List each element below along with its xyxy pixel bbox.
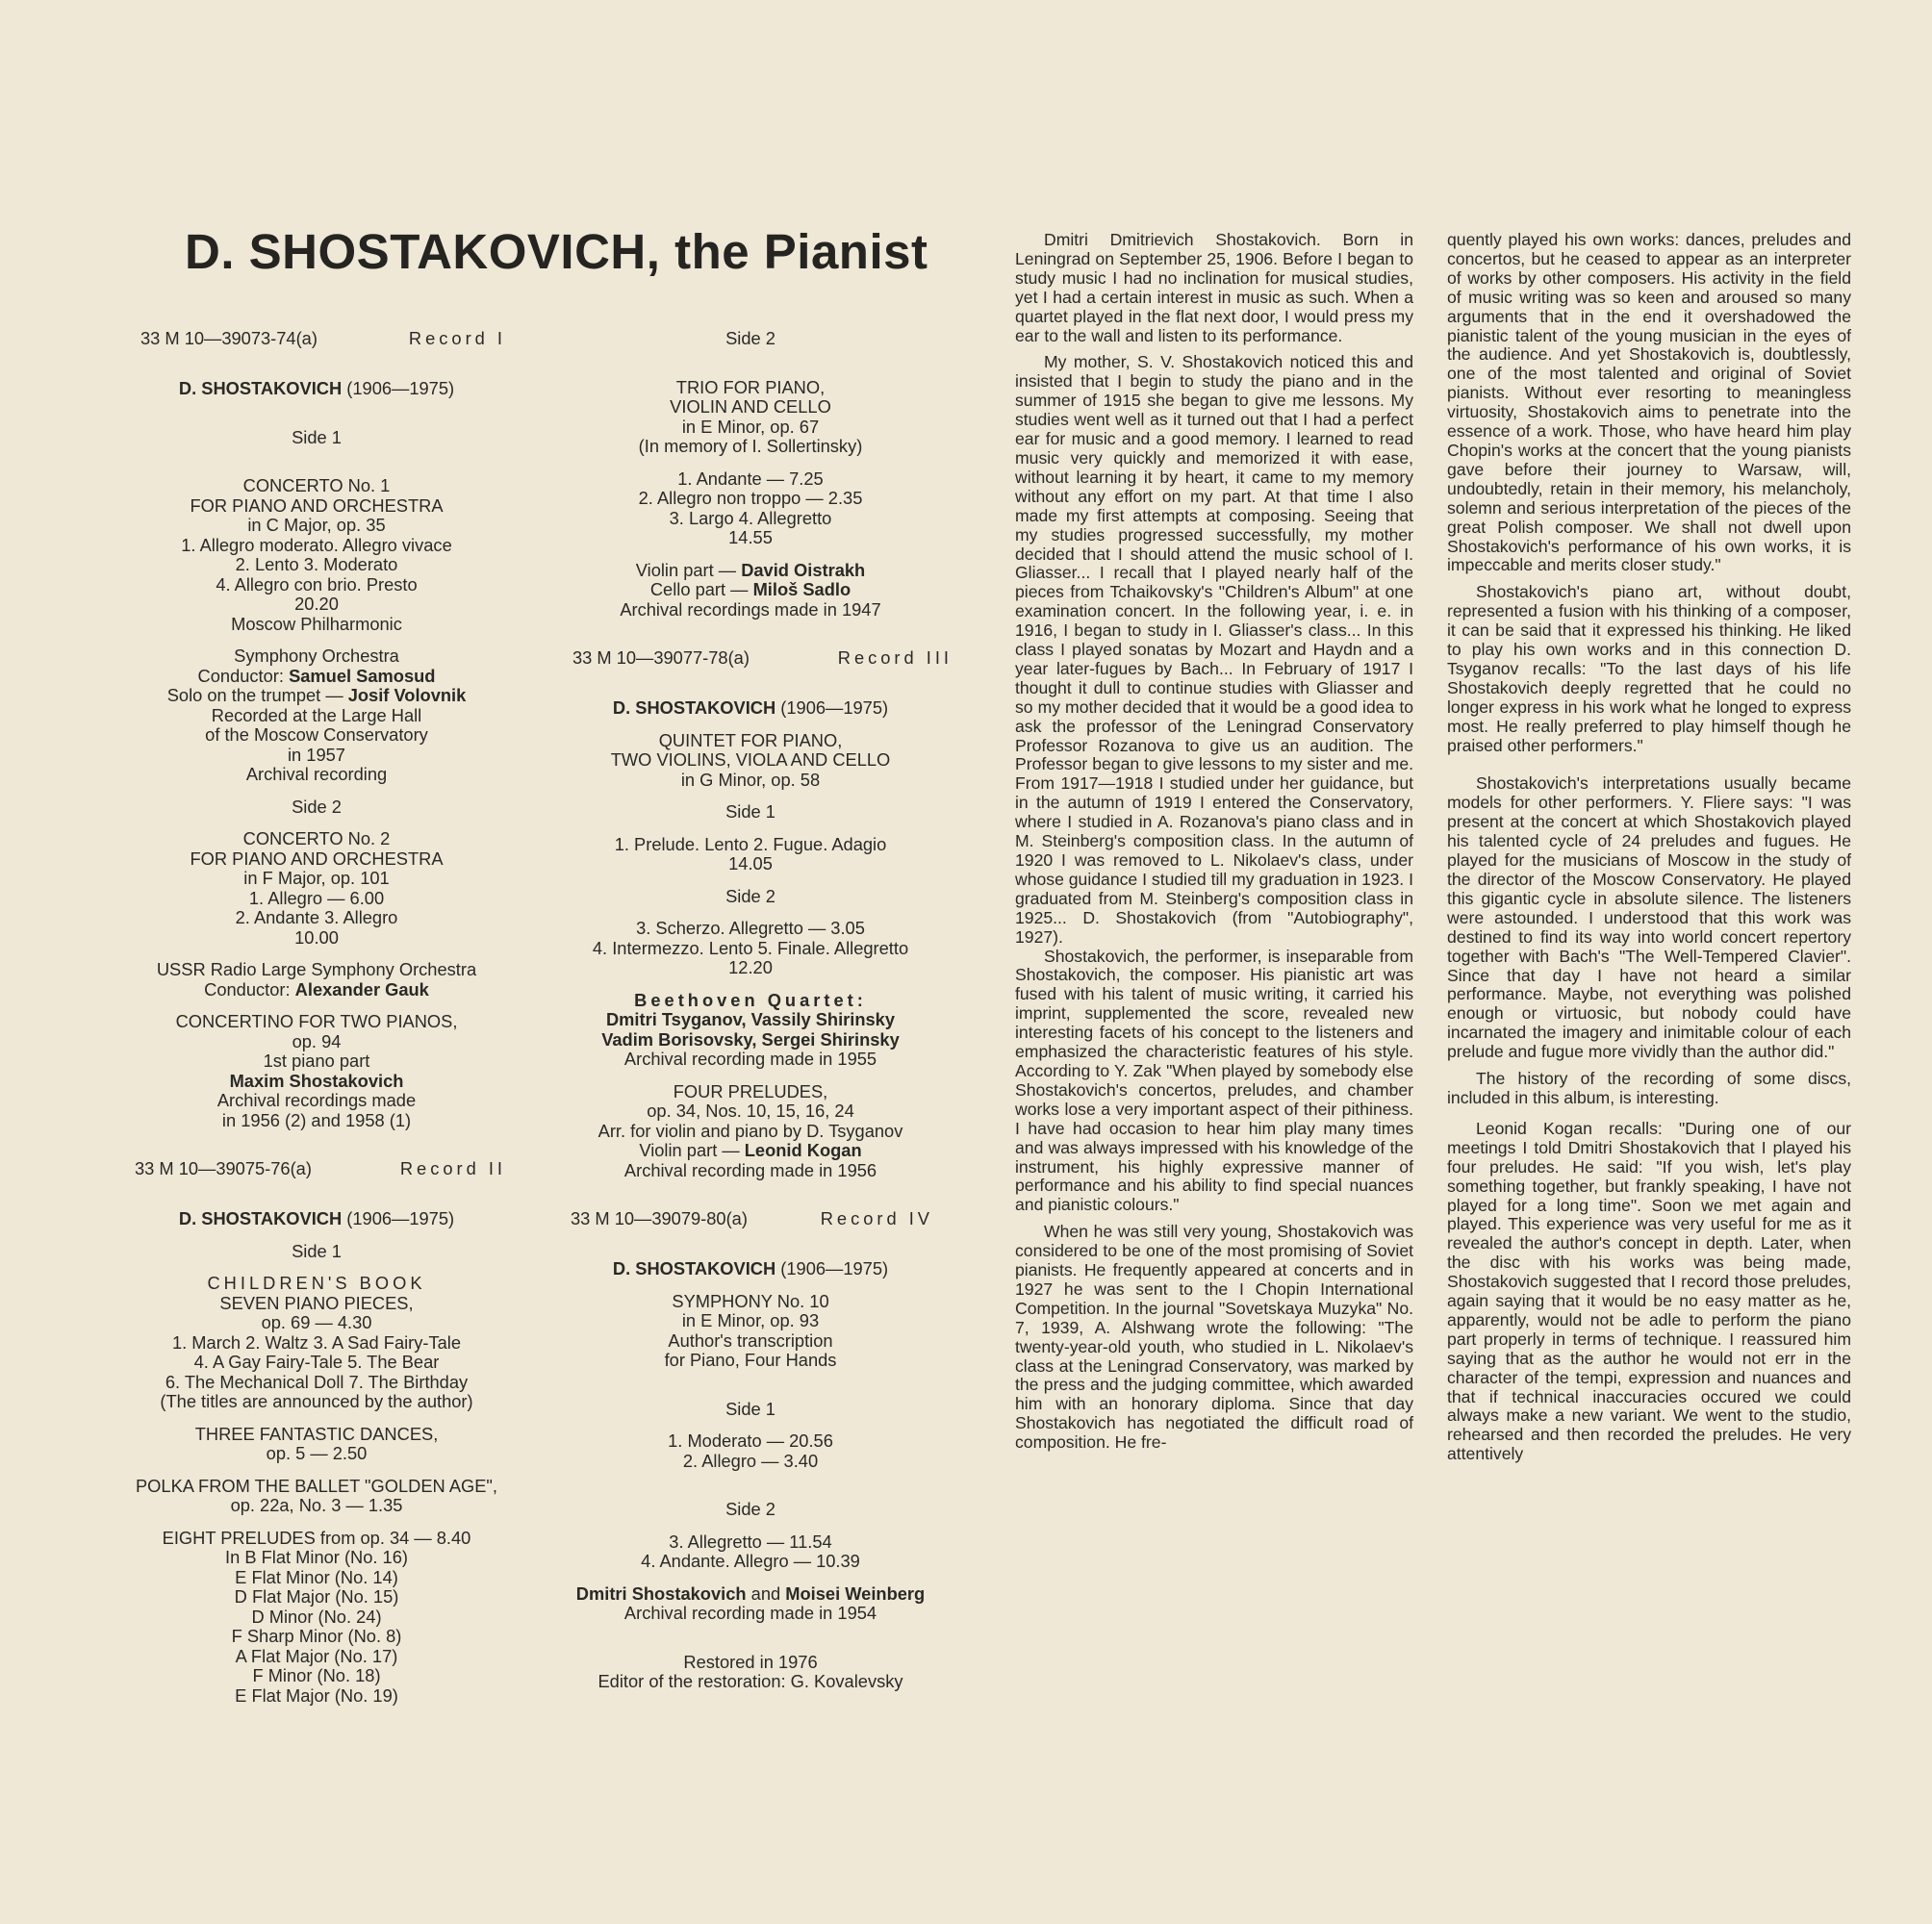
work-title: FOR PIANO AND ORCHESTRA: [190, 494, 444, 516]
paragraph: Shostakovich's piano art, without doubt, represented a fusion with his thinking of a composer, it can be said that it expressed his thinking. He liked to play his own works and in this connection D. Tsyganov recalls: "To the last days of his life Shostakovich deeply regretted that he could no longer express in his work what he longed to express most. He really preferred to play himself though he praised other performers.": [1447, 582, 1851, 755]
work-title: FOR PIANO AND ORCHESTRA: [190, 848, 444, 869]
ensemble: Beethoven Quartet:: [634, 989, 867, 1010]
record-header: [119, 329, 514, 350]
work-title: SYMPHONY No. 10: [672, 1290, 829, 1311]
side-label: Side 1: [292, 1240, 342, 1261]
restoration-note: Editor of the restoration: G. Kovalevsky: [597, 1671, 903, 1691]
movement: 1. Andante — 7.25: [677, 468, 824, 489]
side-label: Side 1: [725, 1398, 775, 1419]
composer-heading: D. SHOSTAKOVICH (1906—1975): [178, 378, 455, 398]
record-header: [548, 648, 953, 670]
movement: 4. Intermezzo. Lento 5. Finale. Allegretto: [592, 937, 909, 958]
work-key: op. 22a, No. 3 — 1.35: [230, 1495, 403, 1515]
track-list-column-1: [119, 329, 514, 1706]
movement: 1. Allegro moderato. Allegro vivace: [181, 534, 452, 555]
orchestra: Symphony Orchestra: [234, 646, 399, 666]
composer-heading: D. SHOSTAKOVICH (1906—1975): [612, 697, 889, 718]
note: (The titles are announced by the author): [160, 1391, 473, 1411]
recording-note: Archival recording: [245, 764, 388, 784]
movement: 1. Allegro — 6.00: [248, 887, 385, 908]
composer-heading: D. SHOSTAKOVICH (1906—1975): [612, 1258, 889, 1278]
recording-note: Archival recording made in 1955: [623, 1049, 877, 1069]
performer: Maxim Shostakovich: [229, 1070, 404, 1091]
composer-heading: D. SHOSTAKOVICH (1906—1975): [178, 1208, 455, 1228]
prelude-item: E Flat Minor (No. 14): [235, 1566, 398, 1587]
work-title: POLKA FROM THE BALLET "GOLDEN AGE",: [135, 1475, 497, 1496]
movement: 2. Allegro non troppo — 2.35: [638, 488, 863, 508]
prelude-item: E Flat Major (No. 19): [235, 1684, 398, 1706]
orchestra: USSR Radio Large Symphony Orchestra: [156, 959, 477, 979]
record-header: [548, 1209, 953, 1230]
movement: 1. Moderato — 20.56: [668, 1430, 833, 1451]
movement: 1. March 2. Waltz 3. A Sad Fairy-Tale: [171, 1331, 462, 1353]
recording-note: Archival recording made in 1956: [623, 1159, 877, 1180]
movement: 4. A Gay Fairy-Tale 5. The Bear: [193, 1352, 440, 1372]
side-label: Side 2: [292, 796, 342, 817]
recording-note: of the Moscow Conservatory: [205, 724, 428, 745]
recording-note: Archival recordings made: [216, 1090, 417, 1110]
side-label: Side 2: [725, 328, 775, 348]
movement: 3. Scherzo. Allegretto — 3.05: [636, 918, 865, 938]
work-title: TWO VIOLINS, VIOLA AND CELLO: [610, 749, 891, 770]
work-title: CHILDREN'S BOOK: [207, 1273, 426, 1293]
work-key: op. 94: [292, 1030, 342, 1051]
work-title: QUINTET FOR PIANO,: [658, 729, 843, 750]
record-header: [119, 1159, 514, 1180]
paragraph: Shostakovich's interpretations usually became models for other performers. Y. Fliere says: "I was present at the concert at which Shostakovich played his talented cycle of 24 preludes and fugues. He played for the musicians of Moscow in the study of the director of the Moscow Conservatory. He played this gigantic cycle in absolute silence. The listeners were astounded. I understood that this work was destined to find its way into world concert repertory together with Bach's "The Well-Tempered Clavier". Since that day I have not heard a similar performance. Maybe, not everything was polished enough or virtuosic, but nobody could have incarnated the imagery and inimitable colour of each prelude and fugue more vividly than the author did.": [1447, 773, 1851, 1062]
ensemble-members: Vadim Borisovsky, Sergei Shirinsky: [601, 1028, 900, 1050]
work-title: EIGHT PRELUDES from op. 34 — 8.40: [162, 1527, 471, 1548]
recording-note: in 1956 (2) and 1958 (1): [221, 1109, 412, 1130]
work-title: CONCERTO No. 2: [242, 828, 391, 848]
prelude-item: A Flat Major (No. 17): [235, 1645, 398, 1666]
work-key: in G Minor, op. 58: [680, 769, 821, 790]
prelude-item: D Flat Major (No. 15): [234, 1586, 399, 1607]
side-label: Side 1: [725, 801, 775, 822]
movement: 6. The Mechanical Doll 7. The Birthday: [165, 1371, 469, 1392]
catalog-number: 33 M 10—39079-80(a): [571, 1208, 748, 1228]
prelude-item: F Sharp Minor (No. 8): [231, 1626, 402, 1646]
track-list-column-2: [548, 329, 953, 1692]
work-title: THREE FANTASTIC DANCES,: [194, 1423, 439, 1444]
prelude-item: In B Flat Minor (No. 16): [225, 1547, 408, 1567]
prelude-item: F Minor (No. 18): [252, 1665, 381, 1685]
work-key: op. 69 — 4.30: [261, 1312, 372, 1332]
recording-note: Archival recordings made in 1947: [620, 598, 881, 620]
movement: 3. Allegretto — 11.54: [669, 1531, 832, 1552]
recording-note: Archival recording made in 1954: [623, 1603, 877, 1623]
work-key: in E Minor, op. 67: [681, 416, 820, 437]
biography-column-1: [1015, 231, 1413, 1460]
duration: 10.00: [294, 926, 339, 948]
record-label: Record III: [837, 647, 953, 668]
paragraph: Leonid Kogan recalls: "During one of our meetings I told Dmitri Shostakovich that I played his four preludes. He said: "If you wish, let's play something together, but frankly speaking, I have not played for a long time". Soon we met again and played. This experience was very useful for me as it revealed the author's concept in depth. Later, when the disc with his works was being made, Shostakovich suggested that I record those preludes, again saying that it would be no easy matter as he, apparently, would not be adle to perform the piano part properly in terms of technique. I reassured him saying that as the author he would not err in the character of the tempi, expression and nuances and that if technical inaccuracies occured we could always make a new variant. We went to the studio, rehearsed and then recorded the preludes. He very attentively: [1447, 1118, 1851, 1464]
dedication: (In memory of I. Sollertinsky): [638, 436, 863, 456]
movement: 4. Andante. Allegro — 10.39: [641, 1551, 860, 1571]
record-label: Record II: [399, 1158, 506, 1178]
movement: 2. Lento 3. Moderato: [235, 554, 398, 574]
paragraph: Dmitri Dmitrievich Shostakovich. Born in Leningrad on September 25, 1906. Before I began to study music I had no inclination for musical studies, yet I had a certain interest in music as such. When a quartet played in the flat next door, I would press my ear to the wall and listen to its performance.: [1015, 230, 1413, 345]
movement: 3. Largo 4. Allegretto: [669, 507, 832, 528]
catalog-number: 33 M 10—39073-74(a): [140, 328, 318, 348]
ensemble-members: Dmitri Tsyganov, Vassily Shirinsky: [605, 1009, 896, 1029]
paragraph: The history of the recording of some discs, included in this album, is interesting.: [1447, 1069, 1851, 1107]
arrangement-note: Author's transcription: [668, 1329, 833, 1351]
movement: 4. Allegro con brio. Presto: [216, 573, 418, 595]
work-title: CONCERTINO FOR TWO PIANOS,: [175, 1011, 458, 1031]
work-title: SEVEN PIANO PIECES,: [219, 1292, 414, 1313]
work-key: in C Major, op. 35: [247, 515, 386, 535]
performer: Violin part — Leonid Kogan: [639, 1140, 862, 1160]
paragraph: quently played his own works: dances, preludes and concertos, but he ceased to appear as an interpreter of works by other composers. His activity in the field of music writing was so keen and aroused so many arguments that in the end it overshadowed the pianistic talent of the young musician in the eyes of the audience. And yet Shostakovich is, doubtlessly, one of the most talented and original of Soviet pianists. Without ever resorting to meaningless virtuosity, Shostakovich aims to penetrate into the essence of a work. Those, who have heard him play Chopin's works at the concert that the young pianists gave before their journey to Warsaw, will, undoubtedly, retain in their memory, his melancholy, solemn and serious interpretation of the pieces of the great Polish composer. We shall not dwell upon Shostakovich's performance of his own works, it is impeccable and merits closer study.": [1447, 230, 1851, 575]
paragraph: Shostakovich, the performer, is inseparable from Shostakovich, the composer. His pianistic art was fused with his talent of music writing, it carried his imprint, supplemented the score, revealed new interesting facets of his concept to the listeners and emphasized the characteristic features of his style. According to Y. Zak "When played by somebody else Shostakovich's concertos, preludes, and chamber works lose a very important aspect of their pithiness. I have had occasion to hear him play many times and was always impressed with his knowledge of the instrument, his highly expressive manner of performance and his ability to find special nuances and pianistic colours.": [1015, 946, 1413, 1215]
recording-note: in 1957: [288, 744, 345, 765]
paragraph: My mother, S. V. Shostakovich noticed this and insisted that I begin to study the piano and in the summer of 1915 she began to give me lessons. My studies went well as it turned out that I had a perfect ear for music and a good memory. I learned to read music very quickly and memorized it with ease, without learning it by heart, it came to my memory without any effort on my part. At that time I also made my first attempts at composing. Seeing that my studies progressed successfully, my mother decided that I should attend the music school of I. Gliasser... I recall that I played nearly half of the pieces from Tchaikovsky's "Children's Album" at one examination concert. In the following year, i. e. in 1916, I began to study in I. Gliasser's class... In this class I played sonatas by Mozart and Haydn and a year later-fugues by Bach... In February of 1917 I thought it dull to continue studies with Gliasser and so my mother decided that it would be a good idea to ask the professor of the Leningrad Conservatory Professor Rozanova to give us an audition. The Professor began to give lessons to my sister and me. From 1917—1918 I studied under her guidance, but in the autumn of 1919 I entered the Conservatory, where I studied in A. Rozanova's piano class and in M. Steinberg's composition class. In the autumn of 1920 I was removed to L. Nikolaev's class, under whose guidance I studied till my graduation in 1923. I graduated from M. Steinberg's composition class in 1925... D. Shostakovich (from "Autobiography", 1927).: [1015, 352, 1413, 947]
performer: Cello part — Miloš Sadlo: [649, 579, 852, 599]
side-label: Side 2: [725, 1499, 775, 1519]
duration: 20.20: [294, 594, 339, 614]
performers: Dmitri Shostakovich and Moisei Weinberg: [575, 1582, 926, 1604]
biography-column-2: [1447, 231, 1851, 1472]
conductor: Conductor: Alexander Gauk: [204, 978, 429, 1000]
soloist: Solo on the trumpet — Josif Volovnik: [166, 685, 467, 705]
prelude-item: D Minor (No. 24): [251, 1606, 382, 1627]
arrangement-note: Arr. for violin and piano by D. Tsyganov: [597, 1120, 903, 1141]
work-title: VIOLIN AND CELLO: [670, 396, 831, 417]
restoration-note: Restored in 1976: [683, 1651, 818, 1672]
work-key: op. 34, Nos. 10, 15, 16, 24: [647, 1101, 854, 1121]
record-label: Record I: [408, 328, 506, 348]
work-key: in F Major, op. 101: [243, 868, 390, 888]
orchestra: Moscow Philharmonic: [231, 613, 402, 634]
work-title: TRIO FOR PIANO,: [675, 376, 826, 397]
catalog-number: 33 M 10—39075-76(a): [135, 1158, 312, 1178]
side-label: Side 2: [725, 885, 775, 906]
performer: Violin part — David Oistrakh: [635, 559, 866, 580]
work-key: op. 5 — 2.50: [266, 1443, 368, 1463]
movement: 1. Prelude. Lento 2. Fugue. Adagio: [614, 833, 887, 854]
performer-role: 1st piano part: [263, 1051, 370, 1071]
recording-note: Recorded at the Large Hall: [211, 704, 422, 725]
movement: 2. Andante 3. Allegro: [235, 907, 398, 927]
work-title: CONCERTO No. 1: [242, 475, 391, 495]
catalog-number: 33 M 10—39077-78(a): [572, 647, 750, 668]
duration: 14.55: [728, 527, 773, 547]
duration: 14.05: [728, 853, 773, 873]
arrangement-note: for Piano, Four Hands: [664, 1350, 837, 1370]
work-title: FOUR PRELUDES,: [673, 1080, 828, 1101]
movement: 2. Allegro — 3.40: [682, 1450, 819, 1471]
page-title: D. SHOSTAKOVICH, the Pianist: [185, 224, 928, 279]
record-label: Record IV: [820, 1208, 933, 1228]
side-label: Side 1: [292, 426, 342, 447]
conductor: Conductor: Samuel Samosud: [197, 665, 436, 686]
work-key: in E Minor, op. 93: [681, 1310, 820, 1330]
paragraph: When he was still very young, Shostakovich was considered to be one of the most promising of Soviet pianists. He frequently appeared at concerts and in 1927 he was sent to the I Chopin International Competition. In the journal "Sovetskaya Muzyka" No. 7, 1939, A. Alshwang wrote the following: "The twenty-year-old youth, who studied in L. Nikolaev's class at the Leningrad Conservatory, was marked by the press and the judging committee, which awarded him with an honorary diploma. Since that day Shostakovich has negotiated the difficult road of composition. He fre-: [1015, 1222, 1413, 1453]
duration: 12.20: [728, 957, 773, 977]
